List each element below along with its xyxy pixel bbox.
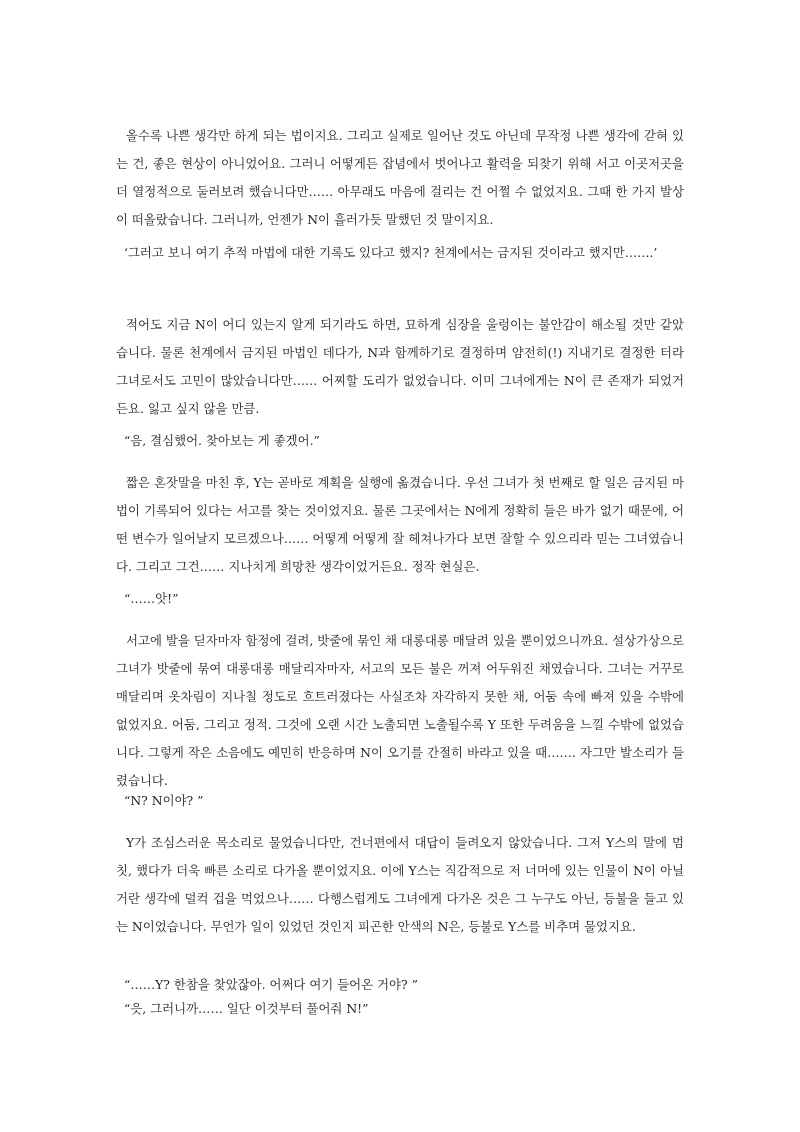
paragraph (116, 122, 684, 234)
paragraph-text: “읏, 그러니까…… 일단 이것부터 풀어줘 N!” (124, 1001, 369, 1016)
paragraph (116, 627, 684, 795)
paragraph (116, 829, 684, 941)
dialogue-paragraph (116, 427, 684, 455)
paragraph (116, 311, 684, 423)
dialogue-paragraph (116, 239, 684, 267)
paragraph-text: 서고에 발을 딛자마자 함정에 걸려, 밧줄에 묶인 채 대롱대롱 매달려 있을 뿐이었으니까요. 설상가상으로 그녀가 밧줄에 묶여 대롱대롱 매달리자마자, 서고의 모든 불은 꺼져 어두워진 채였습니다. 그녀는 거꾸로 매달리며 옷차림이 지나칠 정도로 흐트러졌다는 사실조차 자각하지 못한 채, 어둠 속에 빠져 있을 수밖에 없었지요. 어둠, 그리고 정적. 그것에 오랜 시간 노출되면 노출될수록 Y 또한 두려움을 느낄 수밖에 없었습니다. 그렇게 작은 소음에도 예민히 반응하며 N이 오기를 간절히 바라고 있을 때……. 자그만 발소리가 들렸습니다. (116, 633, 684, 788)
paragraph-text: “……앗!” (124, 591, 179, 606)
paragraph-text: “N? N이야? ” (124, 793, 204, 808)
dialogue-paragraph (116, 585, 684, 613)
paragraph-text: 올수록 나쁜 생각만 하게 되는 법이지요. 그리고 실제로 일어난 것도 아닌데 무작정 나쁜 생각에 갇혀 있는 건, 좋은 현상이 아니었어요. 그러니 어떻게든 잡념에서 벗어나고 활력을 되찾기 위해 서고 이곳저곳을 더 열정적으로 둘러보려 했습니다만…… 아무래도 마음에 걸리는 건 어쩔 수 없었지요. 그때 한 가지 발상이 떠올랐습니다. 그러니까, 언젠가 N이 흘러가듯 말했던 것 말이지요. (116, 128, 684, 227)
paragraph-text: Y가 조심스러운 목소리로 물었습니다만, 건너편에서 대답이 들려오지 않았습니다. 그저 Y스의 말에 멈칫, 했다가 더욱 빠른 소리로 다가올 뿐이었지요. 이에 Y스는 직감적으로 저 너머에 있는 인물이 N이 아닐 거란 생각에 덜컥 겁을 먹었으나…… 다행스럽게도 그녀에게 다가온 것은 그 누구도 아닌, 등불을 들고 있는 N이었습니다. 무언가 일이 있었던 것인지 피곤한 안색의 N은, 등불로 Y스를 비추며 물었지요. (116, 835, 684, 934)
paragraph (116, 469, 684, 581)
paragraph-text: “음, 결심했어. 찾아보는 게 좋겠어.” (124, 433, 320, 448)
paragraph-text: 짧은 혼잣말을 마친 후, Y는 곧바로 계획을 실행에 옮겼습니다. 우선 그녀가 첫 번째로 할 일은 금지된 마법이 기록되어 있다는 서고를 찾는 것이었지요. 물론 그곳에서는 N에게 정확히 들은 바가 없기 때문에, 어떤 변수가 일어날지 모르겠으나…… 어떻게 어떻게 잘 헤쳐나가다 보면 잘할 수 있으리라 믿는 그녀였습니다. 그리고 그건…… 지나치게 희망찬 생각이었거든요. 정작 현실은. (116, 475, 684, 574)
paragraph-text: 적어도 지금 N이 어디 있는지 알게 되기라도 하면, 묘하게 심장을 울렁이는 불안감이 해소될 것만 같았습니다. 물론 천계에서 금지된 마법인 데다가, N과 함께하기로 결정하며 얌전히(!) 지내기로 결정한 터라 그녀로서도 고민이 많았습니다만…… 어찌할 도리가 없었습니다. 이미 그녀에게는 N이 큰 존재가 되었거든요. 잃고 싶지 않을 만큼. (116, 317, 684, 416)
dialogue-paragraph (116, 995, 684, 1023)
dialogue-paragraph (116, 787, 684, 815)
paragraph-text: “……Y? 한참을 찾았잖아. 어쩌다 여기 들어온 거야? ” (124, 977, 418, 992)
paragraph-text: ‘그러고 보니 여기 추적 마법에 대한 기록도 있다고 했지? 천계에서는 금지된 것이라고 했지만…….’ (124, 245, 658, 260)
